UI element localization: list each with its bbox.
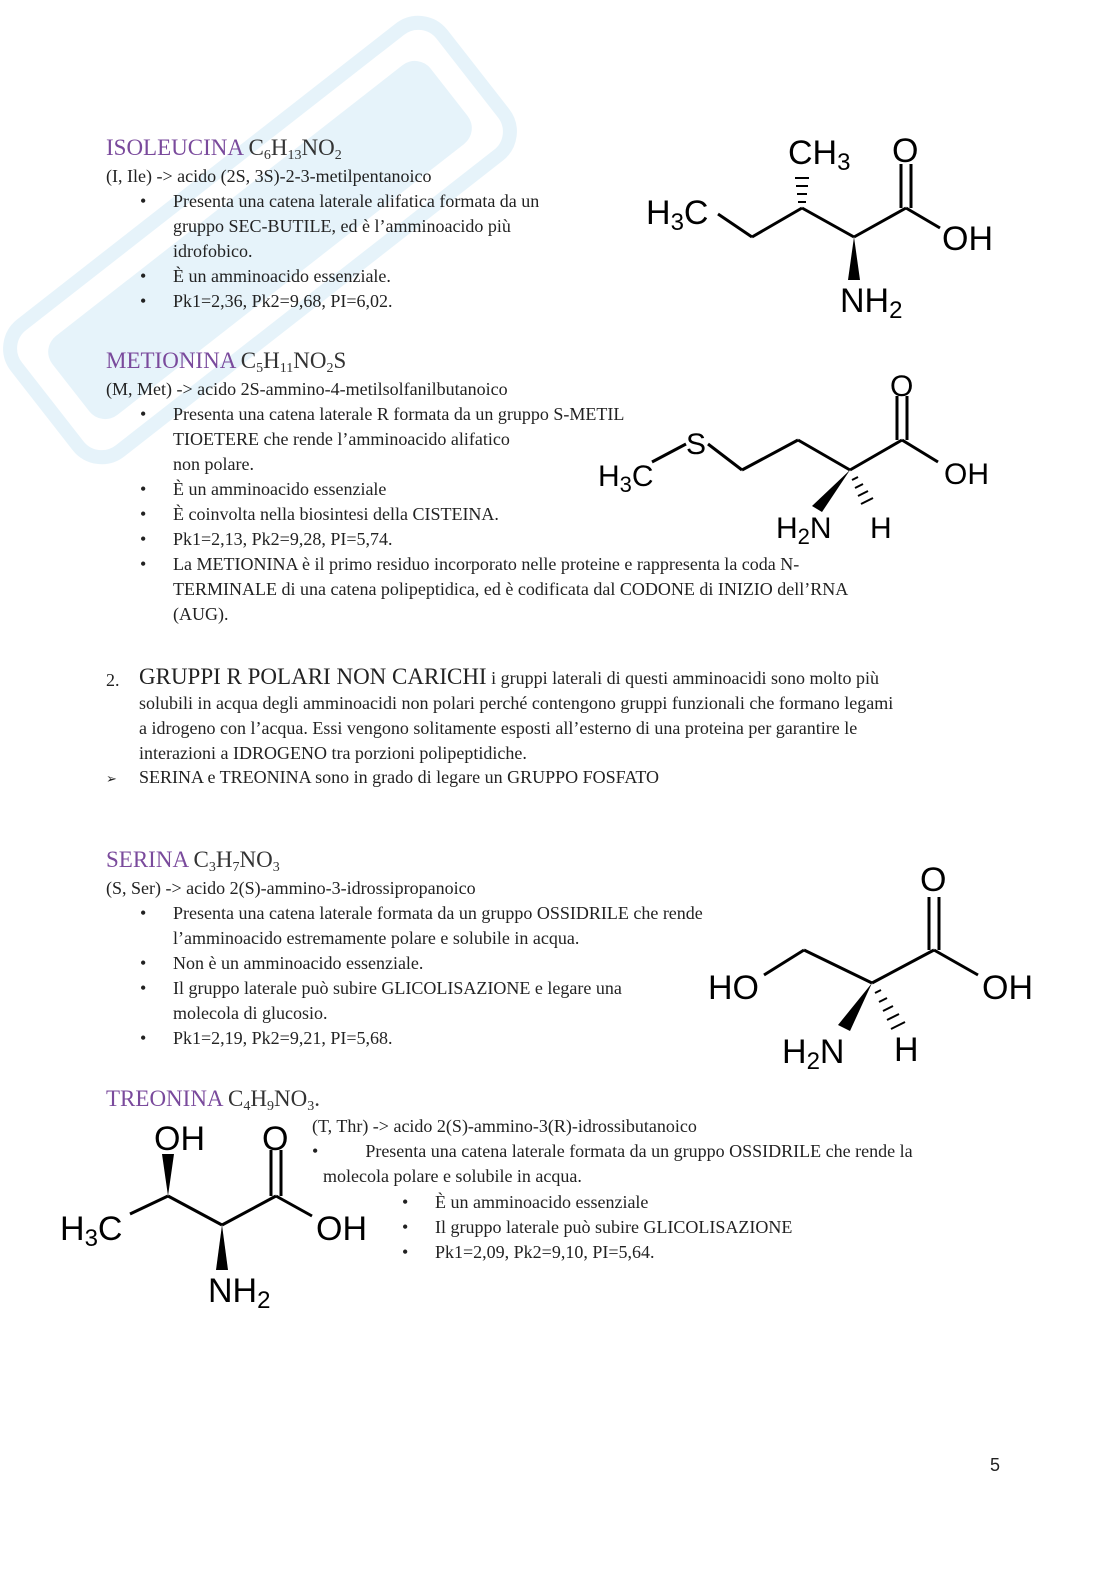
- treonina-bullet-first-cont: molecola polare e solubile in acqua.: [323, 1166, 582, 1186]
- metionina-subtitle: (M, Met) -> acido 2S-ammino-4-metilsolfanilbutanoico: [106, 379, 508, 399]
- list-item: • La METIONINA è il primo residuo incorporato nelle proteine e rappresenta la coda N-: [173, 552, 1013, 577]
- section2-line: interazioni a IDROGENO tra porzioni polipeptidiche.: [139, 743, 527, 763]
- list-item: • Non è un amminoacido essenziale.: [173, 951, 793, 976]
- serina-o-label: O: [920, 861, 947, 899]
- serina-subtitle: (S, Ser) -> acido 2(S)-ammino-3-idrossipropanoico: [106, 878, 476, 898]
- list-item: • Pk1=2,09, Pk2=9,10, PI=5,64.: [435, 1240, 995, 1265]
- list-item: • È un amminoacido essenziale: [435, 1190, 995, 1215]
- isoleucina-heading: [106, 134, 342, 162]
- metionina-h-label: H: [870, 512, 892, 545]
- list-item: • Pk1=2,13, Pk2=9,28, PI=5,74.: [173, 527, 1013, 552]
- treonina-heading: [106, 1085, 320, 1113]
- serina-h2n-label: H2N: [782, 1033, 845, 1075]
- serina-formula: $C_3H_7NO_3$: [193, 847, 280, 875]
- section2-arrow-text: SERINA e TREONINA sono in grado di legare un GRUPPO FOSFATO: [139, 767, 660, 787]
- metionina-oh-label: OH: [944, 458, 989, 491]
- list-item: • Presenta una catena laterale alifatica formata da un: [173, 189, 623, 214]
- treonina-bullets: [435, 1190, 995, 1265]
- isoleucina-nh2-label: NH2: [840, 282, 903, 324]
- serina-h-label: H: [894, 1031, 919, 1069]
- isoleucina-oh-label: OH: [942, 220, 993, 258]
- treonina-subtitle: (T, Thr) -> acido 2(S)-ammino-3(R)-idrossibutanoico: [312, 1116, 697, 1136]
- list-item: TIOETERE che rende l’amminoacido alifatico: [173, 429, 510, 449]
- treonina-formula: $C_4H_9NO_3$.: [228, 1086, 320, 1114]
- arrow-bullet-icon: ➢: [106, 771, 117, 786]
- list-item: • È coinvolta nella biosintesi della CISTEINA.: [173, 502, 1013, 527]
- list-item: • È un amminoacido essenziale: [173, 477, 1013, 502]
- isoleucina-name: ISOLEUCINA: [106, 135, 243, 160]
- metionina-h2n-label: $H_2N$: [776, 512, 832, 549]
- list-item: • È un amminoacido essenziale.: [173, 264, 623, 289]
- treonina-oh-top-label: OH: [154, 1120, 205, 1158]
- treonina-oh-label: OH: [316, 1210, 367, 1248]
- bullet-dot-icon: •: [312, 1141, 319, 1161]
- list-item: (AUG).: [173, 604, 229, 624]
- list-item: non polare.: [173, 454, 254, 474]
- isoleucina-formula: $C_6H_{13}NO_2$: [248, 135, 342, 163]
- metionina-o-label: O: [890, 370, 914, 403]
- treonina-bullet-first: • Presenta una catena laterale formata da un gruppo OSSIDRILE che rende la: [312, 1141, 913, 1161]
- list-item: gruppo SEC-BUTILE, ed è l’amminoacido più: [173, 216, 511, 236]
- serina-name: SERINA: [106, 847, 188, 872]
- treonina-h3c-label: H3C: [60, 1210, 123, 1252]
- metionina-name: METIONINA: [106, 348, 236, 373]
- metionina-formula: $C_5H_{11}NO_2S$: [240, 348, 347, 376]
- treonina-nh2-label: NH2: [208, 1272, 271, 1314]
- list-item: • Presenta una catena laterale R formata da un gruppo S-METIL: [173, 402, 1013, 427]
- list-item: idrofobico.: [173, 241, 253, 261]
- treonina-o-label: O: [262, 1120, 289, 1158]
- isoleucina-h3c-label: H3C: [646, 194, 709, 236]
- serina-heading: [106, 846, 280, 874]
- list-item: molecola di glucosio.: [173, 1003, 328, 1023]
- isoleucina-structure: [630, 120, 1020, 330]
- isoleucina-o-label: O: [892, 132, 919, 170]
- page-number: 5: [990, 1455, 1001, 1475]
- section2-number: 2.: [106, 670, 120, 690]
- metionina-h3c-label: $H_3C$: [598, 460, 654, 497]
- list-item: • Il gruppo laterale può subire GLICOLISAZIONE: [435, 1215, 995, 1240]
- metionina-structure: [590, 360, 1010, 550]
- treonina-structure: [50, 1110, 380, 1320]
- section2-title: GRUPPI R POLARI NON CARICHI: [139, 664, 487, 689]
- isoleucina-bullets: [173, 189, 623, 314]
- section2-line: solubili in acqua degli amminoacidi non polari perché contengono gruppi funzionali che formano legami: [139, 693, 894, 713]
- section2-line: a idrogeno con l’acqua. Essi vengono solitamente esposti all’esterno di una proteina per garantire le: [139, 718, 858, 738]
- serina-oh-label: OH: [982, 969, 1033, 1007]
- isoleucina-ch3-label: CH3: [788, 134, 851, 176]
- treonina-name: TREONINA: [106, 1086, 223, 1111]
- list-item: • Pk1=2,36, Pk2=9,68, PI=6,02.: [173, 289, 623, 314]
- list-item: • Presenta una catena laterale formata da un gruppo OSSIDRILE che rende: [173, 901, 793, 926]
- metionina-heading: [106, 347, 346, 375]
- section2-first-line: [139, 663, 879, 692]
- serina-ho-label: HO: [708, 969, 759, 1007]
- isoleucina-subtitle: (I, Ile) -> acido (2S, 3S)-2-3-metilpentanoico: [106, 166, 432, 186]
- metionina-s-label: S: [686, 428, 707, 461]
- list-item: TERMINALE di una catena polipeptidica, ed è codificata dal CODONE di INIZIO dell’RNA: [173, 579, 849, 599]
- list-item: • Pk1=2,19, Pk2=9,21, PI=5,68.: [173, 1026, 793, 1051]
- list-item: l’amminoacido estremamente polare e solubile in acqua.: [173, 928, 580, 948]
- list-item: • Il gruppo laterale può subire GLICOLISAZIONE e legare una: [173, 976, 793, 1001]
- serina-structure: [700, 855, 1060, 1085]
- section2-line: i gruppi laterali di questi amminoacidi sono molto più: [486, 668, 880, 688]
